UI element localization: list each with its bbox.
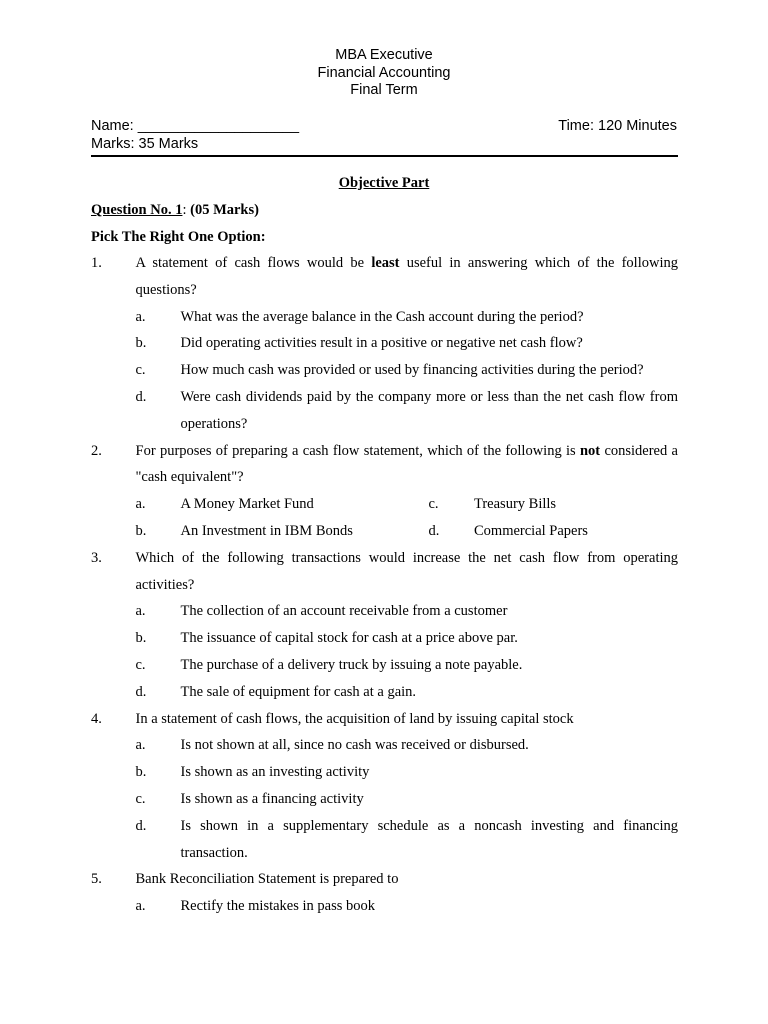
name-field-label: Name: ____________________ — [91, 118, 300, 134]
option-letter: b. — [135, 630, 147, 647]
question-number: 2. — [91, 442, 102, 459]
marks-label: Marks: 35 Marks — [91, 136, 199, 152]
option-item — [91, 330, 678, 357]
option-text: Did operating activities result in a positive or negative net cash flow? — [180, 335, 583, 352]
question-text — [136, 250, 679, 304]
header-divider — [91, 155, 678, 157]
option-letter: b. — [135, 522, 147, 539]
question-emphasis: not — [579, 442, 601, 459]
option-text: Is not shown at all, since no cash was received or disbursed. — [180, 737, 529, 754]
option-text: How much cash was provided or used by financing activities during the period? — [180, 362, 644, 379]
option-letter: c. — [135, 362, 146, 379]
question-text — [136, 438, 679, 492]
option-letter: c. — [135, 656, 146, 673]
question-number: 4. — [91, 710, 102, 727]
option-item — [91, 384, 678, 438]
question-emphasis: least — [371, 255, 400, 271]
question-colon: : — [182, 202, 187, 218]
option-text: The sale of equipment for cash at a gain. — [180, 683, 417, 700]
program-title: MBA Executive — [335, 47, 433, 63]
option-text: The collection of an account receivable from a customer — [180, 603, 508, 620]
option-item — [91, 786, 678, 813]
question-marks: (05 Marks) — [186, 202, 259, 218]
option-item — [91, 679, 678, 706]
instruction-text: Pick The Right One Option: — [91, 229, 266, 245]
question-text-part: For purposes of preparing a cash flow statement, which of the following is — [135, 442, 580, 459]
option-letter: a. — [135, 737, 146, 754]
course-title: Financial Accounting — [317, 64, 451, 81]
option-letter: d. — [135, 683, 147, 700]
option-letter: a. — [135, 496, 146, 513]
question-number: 5. — [91, 871, 102, 888]
option-item — [91, 813, 678, 867]
option-text: Is shown as an investing activity — [180, 764, 370, 781]
option-text: Commercial Papers — [474, 522, 588, 539]
question-item — [91, 545, 678, 599]
option-text: A Money Market Fund — [180, 496, 314, 513]
option-letter: a. — [135, 603, 146, 620]
option-item — [91, 759, 678, 786]
question-text-part: A statement of cash flows would be — [135, 255, 372, 271]
option-letter: d. — [135, 817, 147, 834]
option-row — [91, 491, 678, 518]
question-heading — [91, 202, 259, 219]
option-item — [91, 625, 678, 652]
question-text-part: considered a "cash equivalent"? — [135, 442, 678, 486]
exam-title-block — [0, 47, 768, 100]
question-item — [91, 250, 678, 304]
question-text-part: useful in answering which of the following questions? — [135, 255, 678, 298]
option-text: Is shown in a supplementary schedule as a noncash investing and financing transaction. — [180, 817, 678, 861]
option-text: Rectify the mistakes in pass book — [180, 898, 376, 915]
question-item — [91, 438, 678, 492]
option-letter: a. — [135, 898, 146, 915]
option-text: Were cash dividends paid by the company more or less than the net cash flow from operations? — [180, 388, 678, 432]
option-letter: b. — [135, 764, 147, 781]
option-text: The purchase of a delivery truck by issuing a note payable. — [180, 656, 523, 673]
option-item — [91, 304, 678, 331]
option-letter: d. — [135, 388, 147, 405]
option-item — [91, 598, 678, 625]
option-letter: c. — [135, 790, 146, 807]
question-number: 3. — [91, 549, 102, 566]
question-text: Which of the following transactions would increase the net cash flow from operating activities? — [135, 549, 678, 593]
option-text: What was the average balance in the Cash account during the period? — [180, 308, 584, 325]
question-list — [91, 250, 678, 920]
question-text: Bank Reconciliation Statement is prepared to — [135, 871, 399, 888]
option-item — [91, 893, 678, 920]
question-number-label: Question No. 1 — [91, 202, 183, 218]
option-letter: d. — [428, 522, 440, 539]
option-item — [91, 652, 678, 679]
option-letter: b. — [135, 335, 147, 352]
option-item — [91, 357, 678, 384]
option-text: Treasury Bills — [474, 496, 557, 513]
question-number: 1. — [91, 255, 102, 271]
section-title: Objective Part — [338, 175, 430, 191]
time-label: Time: 120 Minutes — [558, 118, 677, 134]
term-title: Final Term — [350, 82, 418, 98]
option-letter: a. — [135, 308, 146, 325]
option-text: An Investment in IBM Bonds — [180, 522, 353, 539]
question-text: In a statement of cash flows, the acquisition of land by issuing capital stock — [135, 710, 574, 727]
option-row — [91, 518, 678, 545]
option-text: The issuance of capital stock for cash at a price above par. — [180, 630, 518, 647]
question-item — [91, 866, 678, 893]
question-item — [91, 706, 678, 733]
option-letter: c. — [428, 496, 439, 513]
option-item — [91, 732, 678, 759]
option-text: Is shown as a financing activity — [180, 790, 364, 807]
